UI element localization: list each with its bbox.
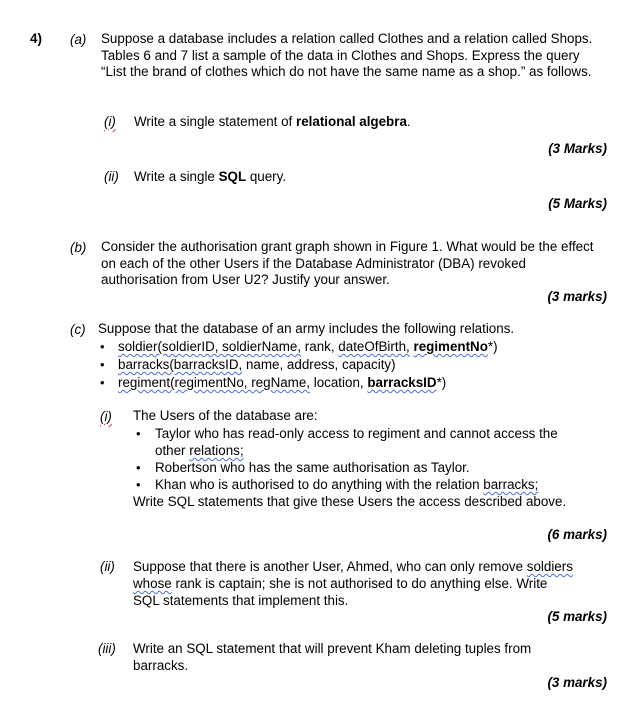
bullet-icon: • [100, 339, 105, 354]
part-a-ii-marks: (5 Marks) [548, 196, 607, 211]
relation-regiment: regiment(regimentNo, regName, location, barracksID*) [118, 375, 447, 390]
part-c-iii-marks: (3 marks) [547, 675, 607, 690]
question-number: 4) [30, 31, 42, 46]
part-c-i-label: (i) [100, 409, 112, 424]
part-c-ii-label: (ii) [100, 559, 115, 574]
part-b-label: (b) [70, 240, 87, 255]
part-a-ii-text: Write a single SQL query. [134, 169, 287, 184]
part-c-iii-line2: barracks. [133, 658, 189, 673]
part-c-ii-line3: SQL statements that implement this. [133, 593, 349, 608]
part-c-ii-line2: whose rank is captain; she is not authorised to do anything else. Write [133, 576, 548, 591]
part-a-ii-label: (ii) [104, 169, 119, 184]
part-a-i-label: (i) [104, 114, 116, 129]
part-c-iii-label: (iii) [98, 641, 116, 656]
bullet-icon: • [100, 375, 105, 390]
part-a-i-text: Write a single statement of relational algebra. [134, 114, 411, 129]
user-taylor-line1: Taylor who has read-only access to regiment and cannot access the [155, 426, 558, 441]
bullet-icon: • [136, 477, 141, 492]
part-c-label: (c) [70, 322, 86, 337]
part-b-text: Consider the authorisation grant graph shown in Figure 1. What would be the effect on each of the other Users if the Database Administrator (DBA) revoked authorisation from User U2? Justify your answer. [101, 239, 594, 288]
part-a-text: Suppose a database includes a relation called Clothes and a relation called Shops. Tables 6 and 7 list a sample of the data in Clothes and Shops. Express the query “List the brand of clothes which do not have the same name as a shop.” as follows. [101, 31, 593, 80]
bullet-icon: • [136, 426, 141, 441]
bullet-icon: • [136, 460, 141, 475]
part-c-intro: Suppose that the database of an army includes the following relations. [98, 321, 515, 336]
relation-soldier: soldier(soldierID, soldierName, rank, dateOfBirth, regimentNo*) [118, 339, 498, 354]
user-taylor-line2: other relations; [155, 443, 244, 458]
part-c-i-intro: The Users of the database are: [133, 408, 318, 423]
part-a-label: (a) [70, 32, 87, 47]
user-robertson: Robertson who has the same authorisation as Taylor. [155, 460, 470, 475]
bullet-icon: • [100, 357, 105, 372]
part-b-marks: (3 marks) [547, 289, 607, 304]
part-c-ii-marks: (5 marks) [547, 609, 607, 624]
part-c-i-marks: (6 marks) [547, 527, 607, 542]
user-khan: Khan who is authorised to do anything with the relation barracks; [155, 477, 539, 492]
relation-barracks: barracks(barracksID, name, address, capacity) [118, 357, 396, 372]
part-c-i-closing: Write SQL statements that give these Users the access described above. [133, 494, 567, 509]
part-c-iii-line1: Write an SQL statement that will prevent Kham deleting tuples from [133, 641, 532, 656]
part-a-i-marks: (3 Marks) [548, 141, 607, 156]
part-c-ii-line1: Suppose that there is another User, Ahmed, who can only remove soldiers [133, 559, 573, 574]
